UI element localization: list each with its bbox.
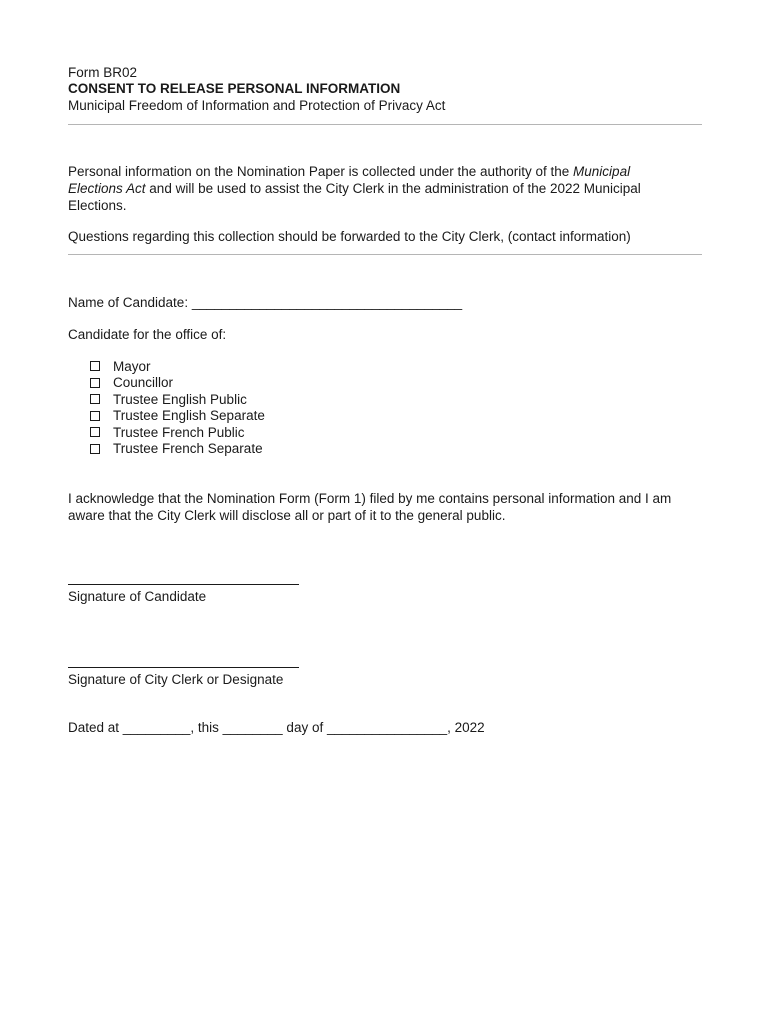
office-option-trustee-english-public[interactable] (90, 391, 265, 408)
checkbox[interactable] (90, 444, 100, 454)
header-divider (68, 124, 702, 125)
dated-line[interactable]: Dated at _________, this ________ day of ________________, 2022 (68, 720, 485, 735)
notice-text-2: and will be used to assist the City Clerk in the administration of the 2022 Municipal Elections. (68, 181, 641, 213)
candidate-signature-line[interactable] (68, 584, 299, 585)
questions-notice: Questions regarding this collection should be forwarded to the City Clerk, (contact information) (68, 229, 631, 244)
checkbox[interactable] (90, 411, 100, 421)
clerk-signature-line[interactable] (68, 667, 299, 668)
office-option-label: Mayor (113, 358, 151, 374)
office-option-label: Trustee French Separate (113, 441, 263, 457)
office-option-label: Trustee English Public (113, 391, 247, 407)
office-option-trustee-french-public[interactable] (90, 424, 265, 441)
notice-text-1: Personal information on the Nomination Paper is collected under the authority of the (68, 164, 574, 179)
checkbox[interactable] (90, 394, 100, 404)
notice-divider (68, 254, 702, 255)
office-option-label: Trustee French Public (113, 424, 245, 440)
office-option-trustee-english-separate[interactable] (90, 408, 265, 425)
checkbox[interactable] (90, 361, 100, 371)
candidate-signature-label: Signature of Candidate (68, 589, 207, 604)
form-title: CONSENT TO RELEASE PERSONAL INFORMATION (68, 81, 401, 96)
checkbox[interactable] (90, 378, 100, 388)
acknowledgement-text: I acknowledge that the Nomination Form (Form 1) filed by me contains personal information and I am aware that the City Clerk will disclose all or part of it to the general public. (68, 491, 672, 523)
office-option-mayor[interactable] (90, 358, 265, 375)
checkbox[interactable] (90, 427, 100, 437)
office-option-trustee-french-separate[interactable] (90, 441, 265, 458)
office-option-label: Trustee English Separate (113, 408, 265, 424)
candidate-name-field[interactable]: Name of Candidate: ____________________________________ (68, 295, 463, 310)
office-option-label: Councillor (113, 375, 174, 391)
office-label: Candidate for the office of: (68, 327, 227, 342)
notice-act-name: Municipal Elections Act (68, 164, 631, 196)
collection-notice (68, 163, 668, 214)
office-options (90, 358, 265, 457)
clerk-signature-label: Signature of City Clerk or Designate (68, 672, 284, 687)
office-option-councillor[interactable] (90, 375, 265, 392)
form-subtitle: Municipal Freedom of Information and Protection of Privacy Act (68, 98, 446, 113)
form-number: Form BR02 (68, 65, 138, 80)
